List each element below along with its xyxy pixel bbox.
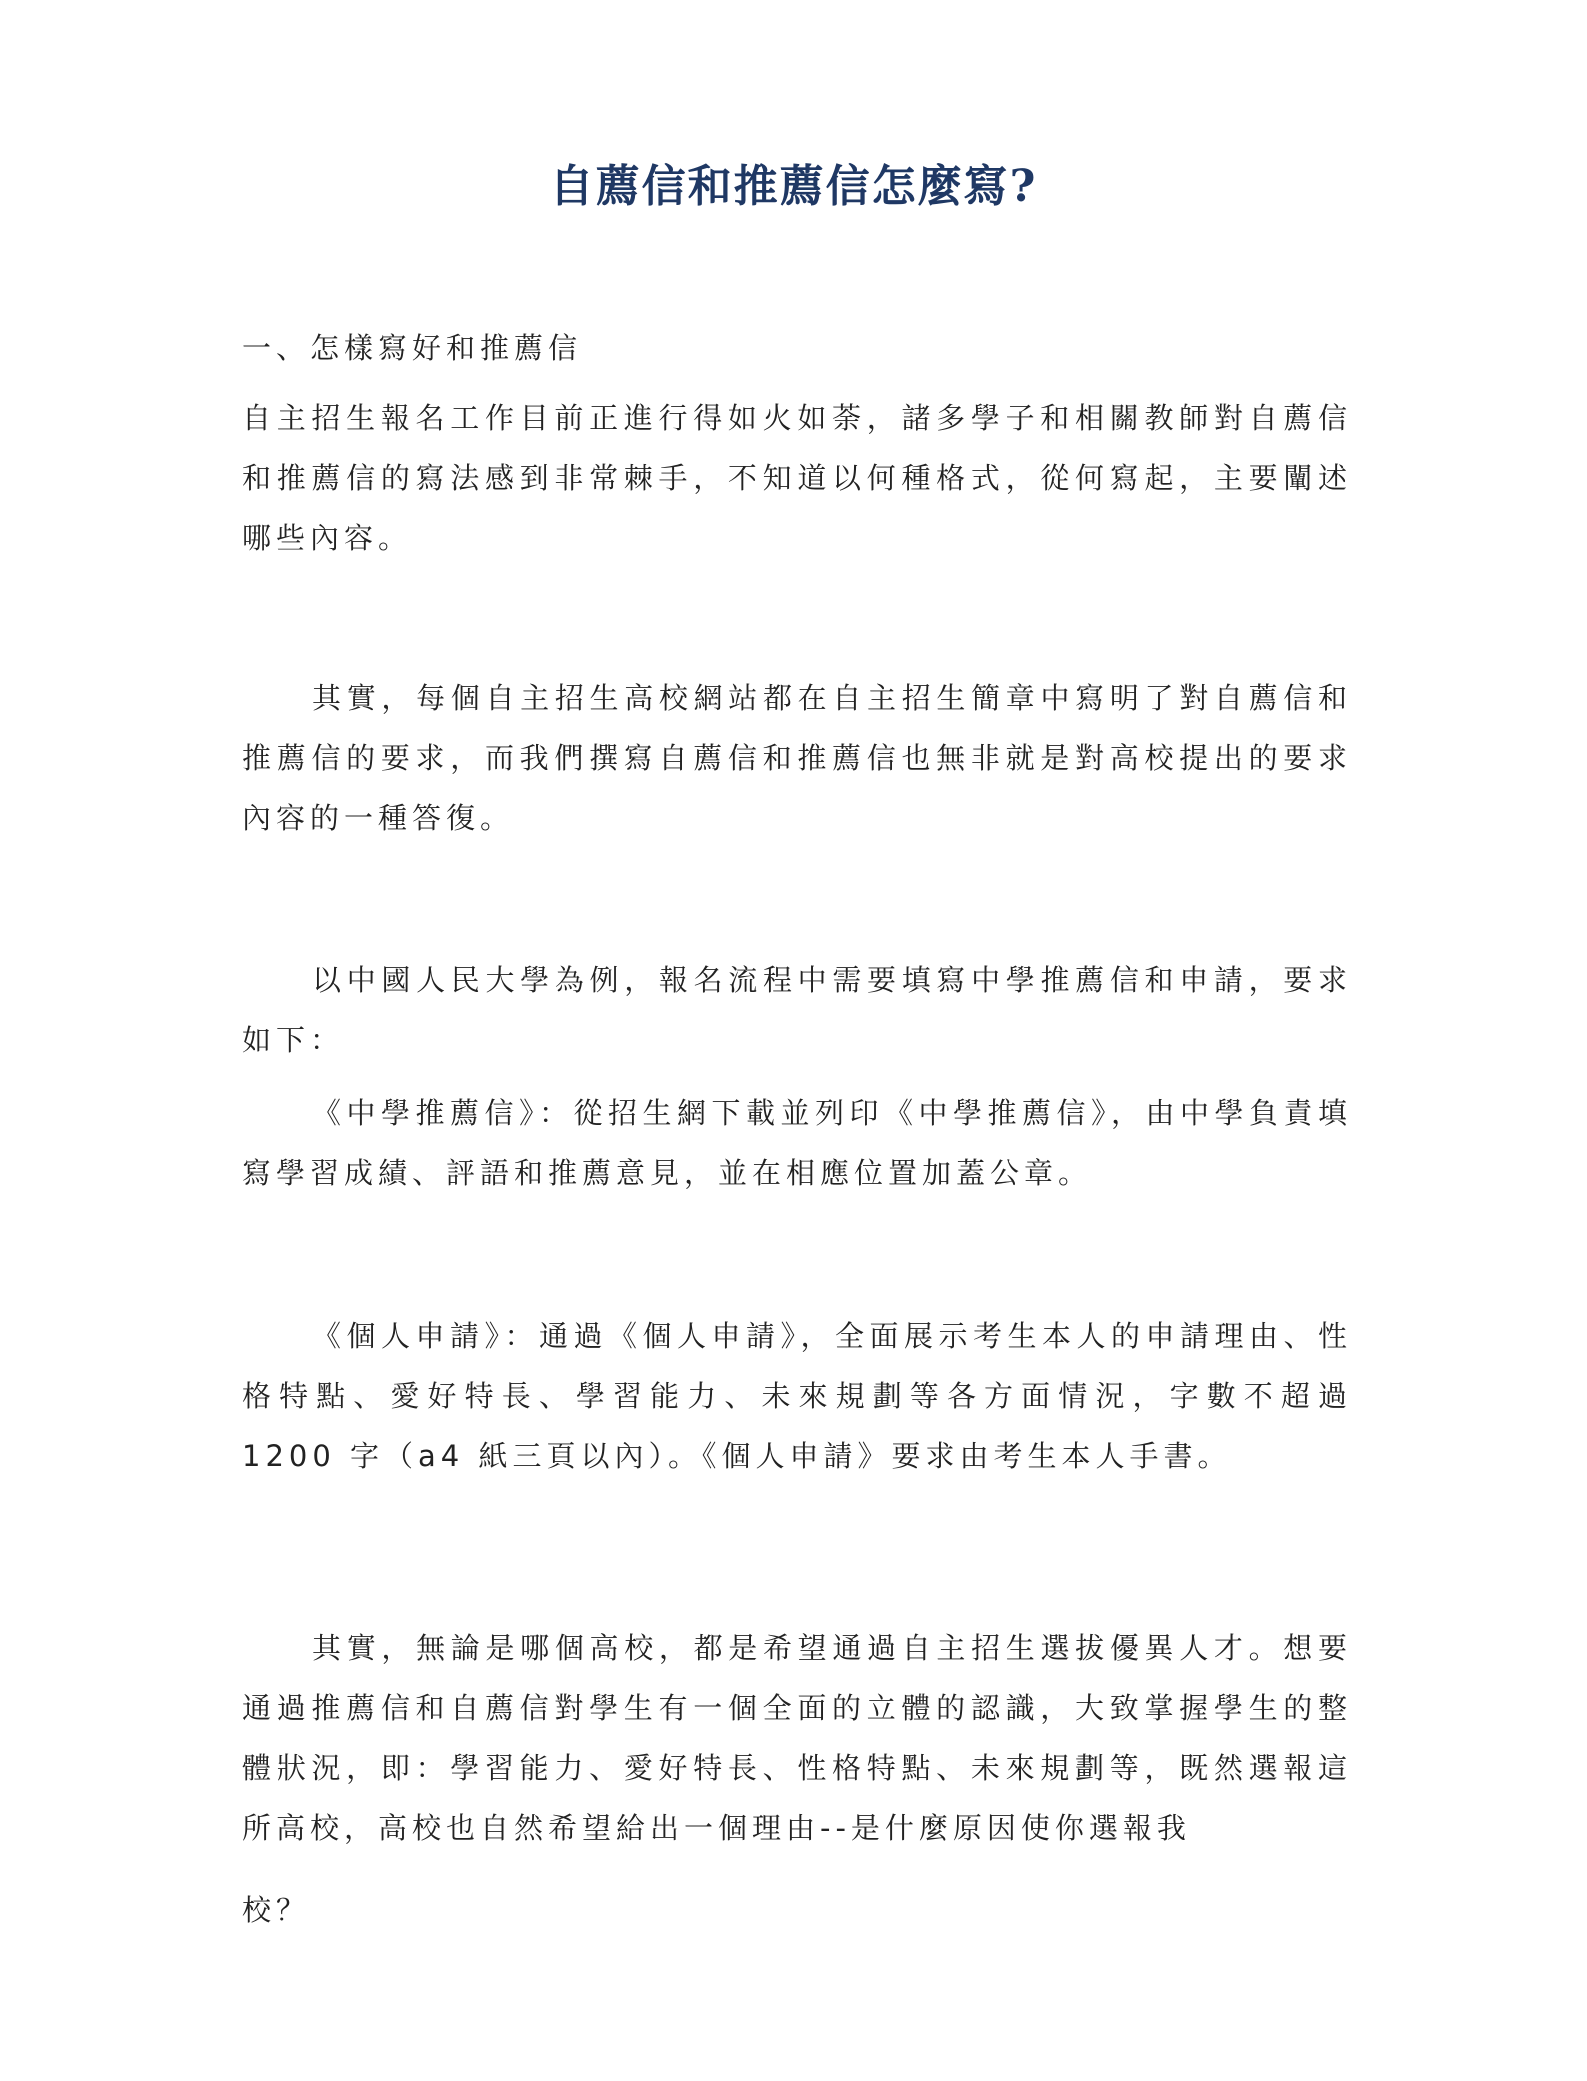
paragraph-conclusion: 其實，無論是哪個高校，都是希望通過自主招生選拔優異人才。想要通過推薦信和自薦信對學生有一個全面的立體的認識，大致掌握學生的整體狀況，即：學習能力、愛好特長、性格特點、未來規劃等，既然選報這所高校，高校也自然希望給出一個理由--是什麼原因使你選報我: [242, 1631, 1352, 1845]
paragraph-personal-application: 《個人申請》：通過《個人申請》，全面展示考生本人的申請理由、性格特點、愛好特長、學習能力、未來規劃等各方面情況，字數不超過 1200 字（a4 紙三頁以內）。《個人申請》要求由考生本人手書。: [242, 1319, 1352, 1473]
section-heading: 一、怎樣寫好和推薦信: [242, 331, 583, 365]
paragraph-example: 以中國人民大學為例，報名流程中需要填寫中學推薦信和申請，要求如下：: [242, 963, 1352, 1057]
paragraph-requirements: 其實，每個自主招生高校網站都在自主招生簡章中寫明了對自薦信和推薦信的要求，而我們撰寫自薦信和推薦信也無非就是對高校提出的要求內容的一種答復。: [242, 681, 1352, 835]
paragraph-intro: 自主招生報名工作目前正進行得如火如荼，諸多學子和相關教師對自薦信和推薦信的寫法感到非常棘手，不知道以何種格式，從何寫起，主要闡述哪些內容。: [242, 401, 1352, 555]
paragraph-conclusion-tail: 校？: [242, 1893, 311, 1927]
document-title: 自薦信和推薦信怎麼寫?: [549, 161, 1038, 212]
paragraph-school-letter: 《中學推薦信》：從招生網下載並列印《中學推薦信》，由中學負責填寫學習成績、評語和推薦意見，並在相應位置加蓋公章。: [242, 1096, 1352, 1190]
